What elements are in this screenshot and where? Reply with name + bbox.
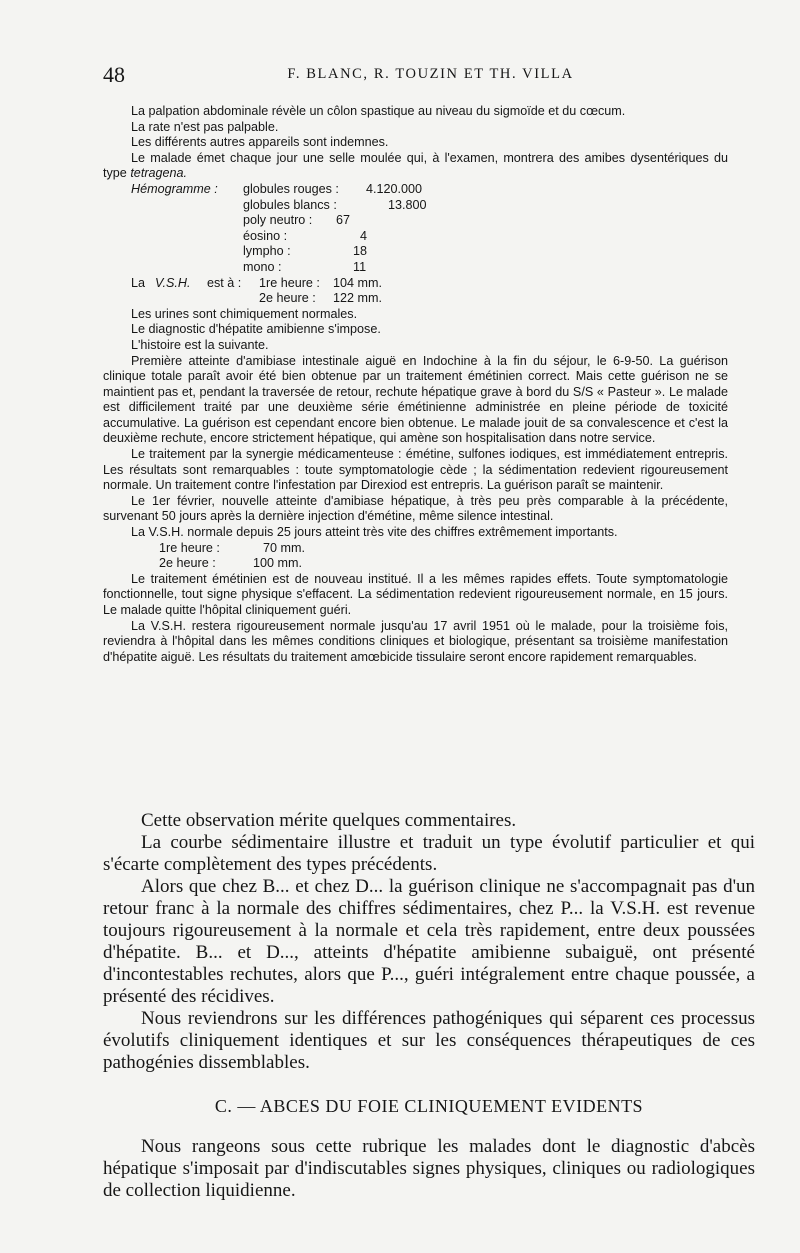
paragraph: Alors que chez B... et chez D... la guérison clinique ne s'accompagnait pas d'un retour franc à la normale des chiffres sédimentaires, chez P... la V.S.H. est revenue toujours rigoureusement à la normale et cela très rapidement, entre deux poussées d'hépatite. B... et D..., atteints d'hépatite amibienne subaiguë, ont présenté d'incontestables rechutes, alors que P..., guéri intégralement entre chaque poussée, a présenté des récidives. [103, 876, 755, 1007]
vsh-hour: 1re heure : [259, 275, 320, 290]
page-number: 48 [103, 62, 125, 87]
vsh-prefix: La [131, 275, 146, 290]
paragraph: La rate n'est pas palpable. [131, 119, 279, 134]
vsh-row [103, 541, 728, 557]
hemogram-row [103, 213, 728, 229]
paragraph: Le traitement par la synergie médicamenteuse : émétine, sulfones iodiques, est immédiatement entrepris. Les résultats sont remarquables : toute symptomatologie cède ; la sédimentation redevient rigoureusement normale. Un traitement contre l'infestation par Direxiod est entrepris. La guérison paraît se maintenir. [103, 447, 728, 493]
running-title: F. BLANC, R. TOUZIN ET TH. VILLA [287, 66, 574, 82]
hemogram-item-value: 4.120.000 [366, 181, 423, 196]
hemogram-item-label: mono : [243, 259, 282, 274]
paragraph: Nous reviendrons sur les différences pathogéniques qui séparent ces processus évolutifs cliniquement identiques et sur les conséquences thérapeutiques de ces pathogénies dissemblables. [103, 1008, 755, 1073]
vsh-hour: 2e heure : [259, 291, 316, 306]
hemogram-row [103, 260, 728, 276]
hemogram-row [103, 198, 728, 214]
hemogram-item-value: 13.800 [388, 197, 427, 212]
vsh-hour: 2e heure : [159, 556, 216, 571]
page-header [103, 62, 758, 86]
case-report [103, 104, 728, 665]
paragraph: Le 1er février, nouvelle atteinte d'amibiase hépatique, à très peu près comparable à la précédente, survenant 50 jours après la dernière injection d'émétine, même silence intestinal. [103, 493, 728, 524]
paragraph: Le traitement émétinien est de nouveau institué. Il a les mêmes rapides effets. Toute symptomatologie fonctionnelle, tout signe physique s'effacent. La sédimentation redevient rigoureusement normale, en 15 jours. Le malade quitte l'hôpital cliniquement guéri. [103, 571, 728, 617]
hemogram-item-value: 11 [353, 259, 367, 274]
vsh-value: 122 mm. [333, 291, 382, 306]
vsh-mid: est à : [207, 275, 242, 290]
paragraph: La V.S.H. normale depuis 25 jours atteint très vite des chiffres extrêmement importants. [131, 525, 618, 540]
section-body [103, 1136, 755, 1202]
paragraph: Les urines sont chimiquement normales. [131, 306, 358, 321]
hemogram-row [103, 229, 728, 245]
hemogram-item-label: poly neutro : [243, 213, 313, 228]
paragraph: L'histoire est la suivante. [131, 337, 269, 352]
hemogram-label: Hémogramme : [131, 181, 218, 196]
paragraph [103, 151, 728, 182]
paragraph: La V.S.H. restera rigoureusement normale jusqu'au 17 avril 1951 où le malade, pour la troisième fois, reviendra à l'hôpital dans les mêmes conditions cliniques et biologique, présentant sa troisième manifestation d'hépatite aiguë. Les résultats du traitement amœbicide tissulaire seront encore rapidement remarquables. [103, 618, 728, 664]
hemogram-row [103, 244, 728, 260]
paragraph: Les différents autres appareils sont indemnes. [131, 135, 389, 150]
paragraph: Le diagnostic d'hépatite amibienne s'impose. [131, 322, 381, 337]
hemogram-item-label: globules rouges : [243, 181, 339, 196]
species-name: tetragena. [130, 166, 188, 181]
paragraph-text: Le malade émet chaque jour une selle moulée qui, à l'examen, montrera des amibes dysentériques du type [103, 150, 728, 181]
paragraph: Cette observation mérite quelques commentaires. [141, 810, 517, 831]
paragraph: Première atteinte d'amibiase intestinale aiguë en Indochine à la fin du séjour, le 6-9-50. La guérison clinique totale paraît avoir été bien obtenue par un traitement émétinien correct. Mais cette guérison ne se maintient pas et, pendant la traversée de retour, rechute hépatique grave à bord du S/S « Pasteur ». Le malade est difficilement traité par une deuxième série émétinienne administrée en pleine période de toxicité accumulative. La guérison est cependant encore bien obtenue. Le malade jouit de sa convalescence et c'est la deuxième rechute, encore strictement hépatique, qui amène son hospitalisation dans notre service. [103, 353, 728, 446]
hemogram-item-label: globules blancs : [243, 197, 337, 212]
vsh-value: 70 mm. [263, 540, 305, 555]
hemogram-item-label: lympho : [243, 244, 291, 259]
vsh-row [103, 556, 728, 572]
hemogram-item-value: 18 [353, 244, 368, 259]
vsh-value: 100 mm. [253, 556, 302, 571]
paragraph: Nous rangeons sous cette rubrique les malades dont le diagnostic d'abcès hépatique s'imposait par d'indiscutables signes physiques, cliniques ou radiologiques de collection liquidienne. [103, 1136, 755, 1201]
paragraph: La palpation abdominale révèle un côlon spastique au niveau du sigmoïde et du cœcum. [131, 104, 626, 118]
paragraph: La courbe sédimentaire illustre et traduit un type évolutif particulier et qui s'écarte complètement des types précédents. [103, 832, 755, 875]
vsh-row [103, 276, 728, 292]
hemogram-item-label: éosino : [243, 228, 288, 243]
hemogram-row [103, 182, 728, 198]
vsh-row [103, 291, 728, 307]
section-title: C. — ABCES DU FOIE CLINIQUEMENT EVIDENTS [214, 1096, 644, 1116]
vsh-value: 104 mm. [333, 275, 382, 290]
commentary [103, 810, 755, 1074]
vsh-hour: 1re heure : [159, 540, 220, 555]
vsh-abbr: V.S.H. [155, 275, 191, 290]
hemogram-item-value: 67 [336, 213, 351, 228]
hemogram-item-value: 4 [360, 228, 368, 243]
